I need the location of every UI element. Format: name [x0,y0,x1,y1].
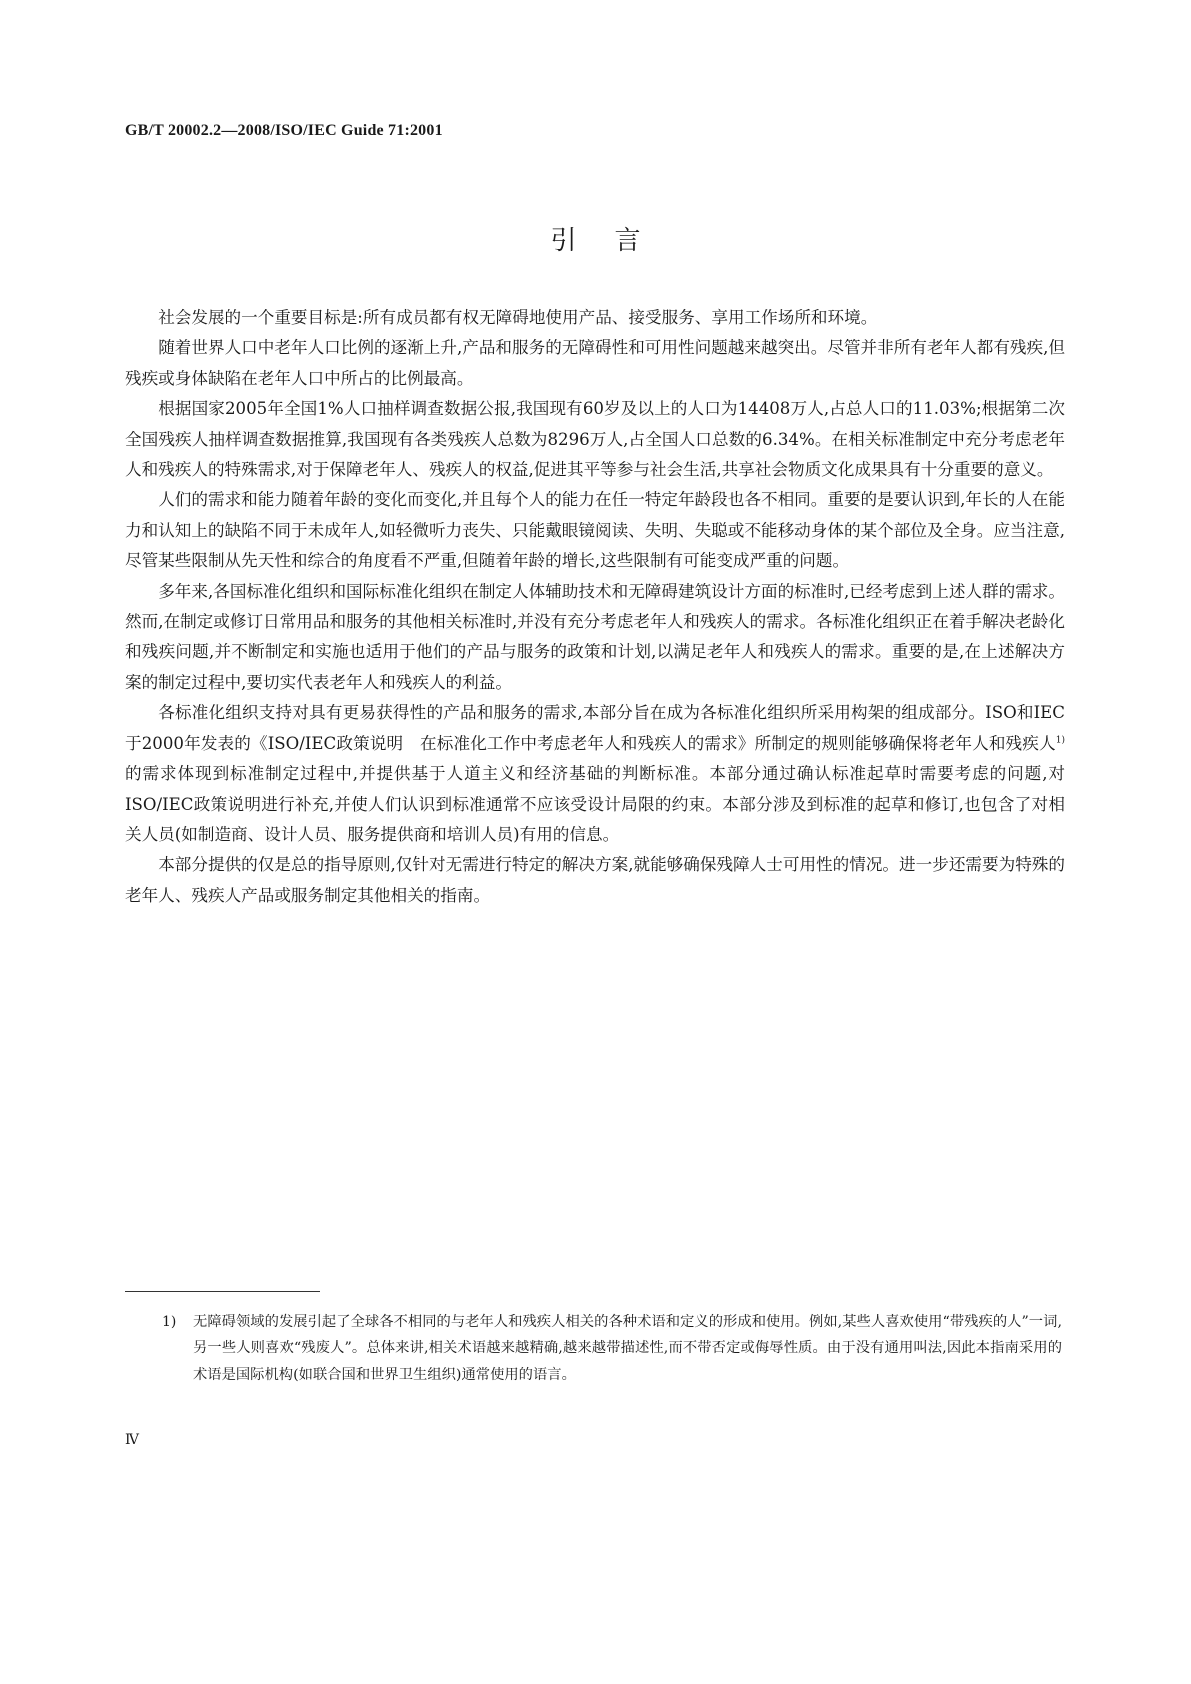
standard-number-header: GB/T 20002.2—2008/ISO/IEC Guide 71:2001 [125,122,443,139]
footnote [162,1309,1062,1388]
paragraph: 本部分提供的仅是总的指导原则,仅针对无需进行特定的解决方案,就能够确保残障人士可用性的情况。进一步还需要为特殊的老年人、残疾人产品或服务制定其他相关的指南。 [125,855,1065,905]
paragraph-text-before-ref: 各标准化组织支持对具有更易获得性的产品和服务的需求,本部分旨在成为各标准化组织所采用构架的组成部分。ISO和IEC于2000年发表的《ISO/IEC政策说明 在标准化工作中考虑老年人和残疾人的需求》所制定的规则能够确保将老年人和残疾人 [125,703,1065,753]
paragraph: 人们的需求和能力随着年龄的变化而变化,并且每个人的能力在任一特定年龄段也各不相同。重要的是要认识到,年长的人在能力和认知上的缺陷不同于未成年人,如轻微听力丧失、只能戴眼镜阅读、失明、失聪或不能移动身体的某个部位及全身。应当注意,尽管某些限制从先天性和综合的角度看不严重,但随着年龄的增长,这些限制有可能变成严重的问题。 [125,490,1065,571]
paragraph-with-footnote [125,698,1065,850]
page-title: 引言 [550,226,679,256]
footnote-divider [125,1291,320,1292]
introduction-body [125,303,1065,911]
paragraph: 社会发展的一个重要目标是:所有成员都有权无障碍地使用产品、接受服务、享用工作场所和环境。 [158,308,878,327]
footnote-text: 无障碍领域的发展引起了全球各不相同的与老年人和残疾人相关的各种术语和定义的形成和使用。例如,某些人喜欢使用“带残疾的人”一词,另一些人则喜欢“残废人”。总体来讲,相关术语越来越精确,越来越带描述性,而不带否定或侮辱性质。由于没有通用叫法,因此本指南采用的术语是国际机构(如联合国和世界卫生组织)通常使用的语言。 [193,1314,1062,1383]
paragraph: 随着世界人口中老年人口比例的逐渐上升,产品和服务的无障碍性和可用性问题越来越突出。尽管并非所有老年人都有残疾,但残疾或身体缺陷在老年人口中所占的比例最高。 [125,338,1065,388]
paragraph: 根据国家2005年全国1%人口抽样调查数据公报,我国现有60岁及以上的人口为14408万人,占总人口的11.03%;根据第二次全国残疾人抽样调查数据推算,我国现有各类残疾人总数为8296万人,占全国人口总数的6.34%。在相关标准制定中充分考虑老年人和残疾人的特殊需求,对于保障老年人、残疾人的权益,促进其平等参与社会生活,共享社会物质文化成果具有十分重要的意义。 [125,399,1065,480]
paragraph-text-after-ref: 的需求体现到标准制定过程中,并提供基于人道主义和经济基础的判断标准。本部分通过确认标准起草时需要考虑的问题,对ISO/IEC政策说明进行补充,并使人们认识到标准通常不应该受设计局限的约束。本部分涉及到标准的起草和修订,也包含了对相关人员(如制造商、设计人员、服务提供商和培训人员)有用的信息。 [125,764,1065,844]
paragraph: 多年来,各国标准化组织和国际标准化组织在制定人体辅助技术和无障碍建筑设计方面的标准时,已经考虑到上述人群的需求。然而,在制定或修订日常用品和服务的其他相关标准时,并没有充分考虑老年人和残疾人的需求。各标准化组织正在着手解决老龄化和残疾问题,并不断制定和实施也适用于他们的产品与服务的政策和计划,以满足老年人和残疾人的需求。重要的是,在上述解决方案的制定过程中,要切实代表老年人和残疾人的利益。 [125,581,1065,692]
page-number: Ⅳ [125,1433,139,1448]
footnote-reference: 1) [1055,735,1065,746]
footnote-marker: 1) [162,1314,177,1330]
